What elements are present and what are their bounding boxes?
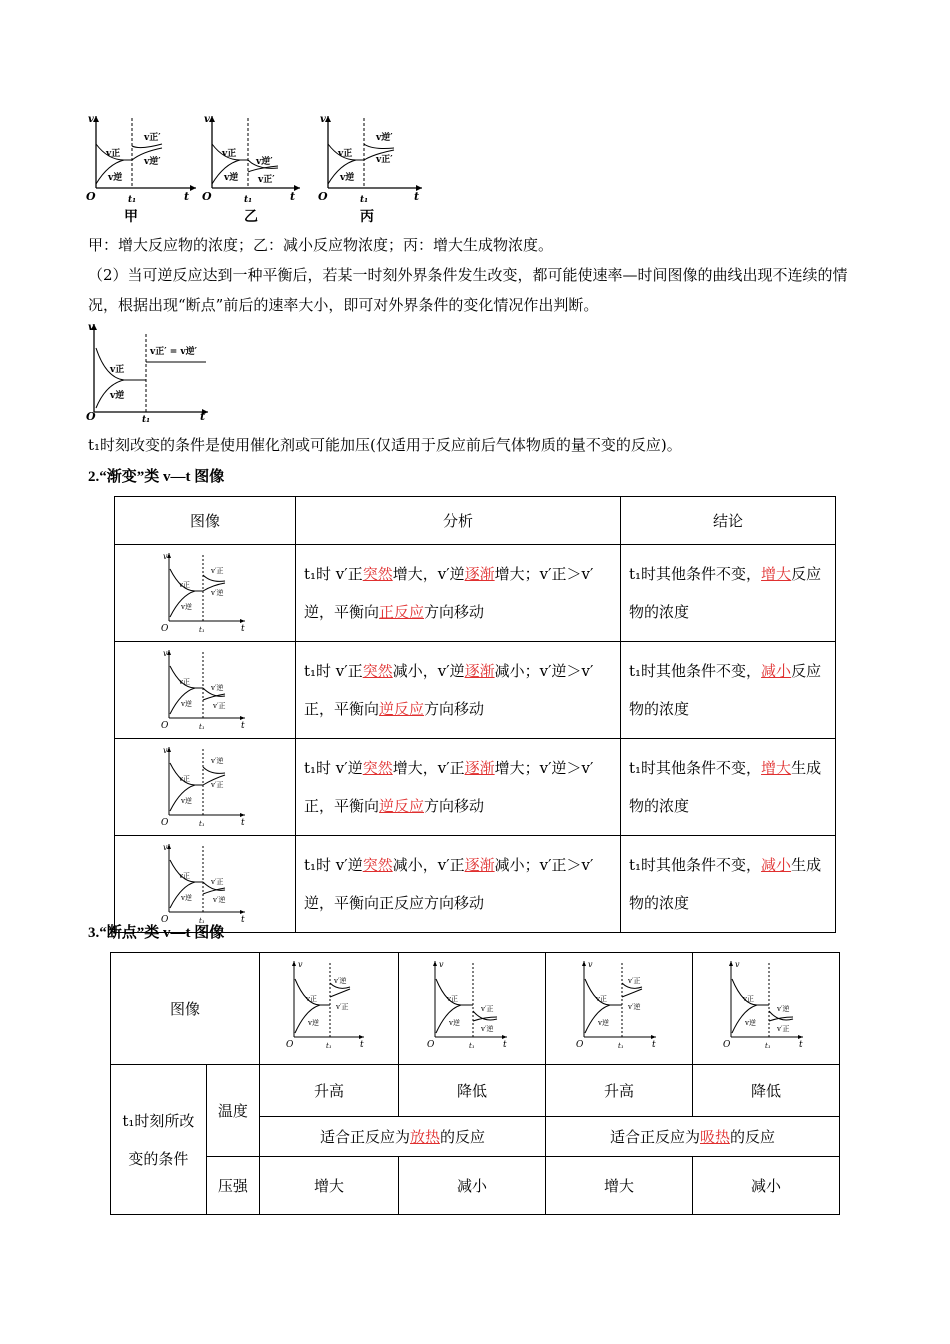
svg-text:v: v	[204, 114, 210, 125]
svg-text:v逆′: v逆′	[376, 133, 393, 143]
svg-text:v正: v正	[179, 678, 190, 686]
svg-text:v逆: v逆	[744, 1018, 756, 1027]
svg-text:v正: v正	[179, 872, 190, 880]
graph-catalyst	[84, 318, 214, 432]
svg-text:v正′: v正′	[144, 133, 161, 143]
svg-text:v逆: v逆	[108, 173, 123, 183]
svg-text:v′逆: v′逆	[211, 684, 224, 692]
svg-text:O: O	[722, 1039, 731, 1050]
col-header-analysis: 分析	[296, 497, 621, 545]
svg-text:t: t	[241, 915, 245, 925]
col-header-image: 图像	[115, 497, 296, 545]
heading-breakpoint: 3.“断点”类 v—t 图像	[88, 925, 225, 941]
press-val-2: 减小	[398, 1157, 545, 1215]
press-val-4: 减小	[692, 1157, 839, 1215]
svg-text:t₁: t₁	[764, 1041, 771, 1050]
table-row	[115, 545, 836, 642]
svg-text:v: v	[163, 649, 168, 658]
svg-text:v′正: v′正	[211, 781, 224, 789]
svg-text:O: O	[161, 624, 169, 634]
svg-text:v正′: v正′	[258, 175, 275, 185]
svg-text:t₁: t₁	[244, 195, 253, 205]
svg-text:t: t	[241, 624, 245, 634]
svg-text:v正: v正	[179, 775, 190, 783]
svg-text:v′逆: v′逆	[776, 1004, 790, 1013]
table-breakpoint	[110, 952, 840, 1215]
svg-text:v′正: v′正	[211, 567, 224, 575]
svg-text:v逆: v逆	[181, 797, 192, 805]
svg-text:t: t	[651, 1039, 656, 1050]
svg-text:t: t	[798, 1039, 803, 1050]
svg-text:v′正: v′正	[480, 1004, 494, 1013]
para-catalyst: t₁时刻改变的条件是使用催化剂或可能加压(仅适用于反应前后气体物质的量不变的反应)。	[88, 436, 682, 454]
table-gradual	[114, 496, 836, 933]
svg-text:v正: v正	[305, 994, 317, 1003]
bp-graph-1	[259, 953, 398, 1065]
svg-text:O: O	[161, 721, 169, 731]
graph-caption: 丙	[360, 210, 374, 225]
graph-caption: 乙	[244, 210, 258, 225]
svg-text:v′逆: v′逆	[211, 589, 224, 597]
svg-text:v正: v正	[179, 581, 190, 589]
svg-text:v正: v正	[595, 994, 607, 1003]
svg-text:v正: v正	[222, 149, 237, 159]
row-conclusion: t₁时其他条件不变，增大生成物的浓度	[621, 739, 836, 836]
svg-text:v: v	[88, 114, 94, 125]
svg-text:O: O	[86, 410, 96, 423]
svg-text:O: O	[285, 1039, 294, 1050]
svg-text:v: v	[163, 843, 168, 852]
svg-text:t: t	[414, 190, 420, 203]
svg-text:t₁: t₁	[360, 195, 369, 205]
svg-text:t₁: t₁	[199, 626, 205, 634]
graph-bing	[316, 108, 436, 228]
svg-text:O: O	[161, 818, 169, 828]
svg-text:t: t	[200, 410, 206, 423]
row-analysis: t₁时 v′正突然增大，v′逆逐渐增大；v′正＞v′逆，平衡向正反应方向移动	[296, 545, 621, 642]
svg-text:v逆: v逆	[110, 391, 125, 401]
svg-text:v: v	[438, 959, 444, 969]
svg-text:v正: v正	[110, 365, 125, 375]
svg-text:v′逆: v′逆	[627, 1002, 641, 1011]
svg-text:v: v	[587, 959, 593, 969]
svg-text:t₁: t₁	[617, 1041, 624, 1050]
temp-val-2: 降低	[398, 1065, 545, 1117]
svg-text:v正′ = v逆′: v正′ = v逆′	[150, 347, 198, 357]
svg-text:v逆: v逆	[181, 894, 192, 902]
svg-text:v′正: v′正	[627, 976, 641, 985]
svg-text:v逆: v逆	[448, 1018, 460, 1027]
svg-text:O: O	[202, 190, 212, 203]
svg-text:v逆: v逆	[340, 173, 355, 183]
press-val-1: 增大	[259, 1157, 398, 1215]
svg-text:t: t	[290, 190, 296, 203]
svg-text:t: t	[359, 1039, 364, 1050]
heat-endothermic: 适合正反应为吸热的反应	[545, 1117, 839, 1157]
svg-text:v′正: v′正	[335, 1002, 349, 1011]
para-discontinuity: （2）当可逆反应达到一种平衡后，若某一时刻外界条件发生改变，都可能使速率—时间图像的曲线出现不连续的情况，根据出现“断点”前后的速率大小，即可对外界条件的变化情况作出判断。	[88, 266, 848, 314]
table-row	[115, 642, 836, 739]
svg-text:t: t	[184, 190, 190, 203]
svg-text:v′正: v′正	[211, 878, 224, 886]
svg-text:v正: v正	[446, 994, 458, 1003]
row-conclusion: t₁时其他条件不变，减小反应物的浓度	[621, 642, 836, 739]
row-conclusion: t₁时其他条件不变，减小生成物的浓度	[621, 836, 836, 933]
svg-text:v逆: v逆	[181, 603, 192, 611]
temp-val-3: 升高	[545, 1065, 692, 1117]
svg-text:O: O	[426, 1039, 435, 1050]
svg-text:t₁: t₁	[468, 1041, 475, 1050]
graph-jia	[84, 108, 204, 228]
heat-exothermic: 适合正反应为放热的反应	[259, 1117, 545, 1157]
row-graph	[115, 739, 296, 836]
svg-text:v正′: v正′	[376, 155, 393, 165]
row-head-condition: t₁时刻所改变的条件	[111, 1065, 207, 1215]
svg-text:v: v	[297, 959, 303, 969]
svg-text:O: O	[575, 1039, 584, 1050]
svg-text:t₁: t₁	[128, 195, 137, 205]
bp-graph-4	[692, 953, 839, 1065]
svg-text:v′正: v′正	[213, 702, 226, 710]
svg-text:v逆: v逆	[307, 1018, 319, 1027]
svg-text:v′逆: v′逆	[480, 1024, 494, 1033]
svg-text:t₁: t₁	[199, 820, 205, 828]
bp-graph-2	[398, 953, 545, 1065]
svg-text:v正: v正	[106, 149, 121, 159]
label-temperature: 温度	[206, 1065, 259, 1157]
svg-text:v正: v正	[338, 149, 353, 159]
svg-text:t: t	[241, 721, 245, 731]
row-graph	[115, 545, 296, 642]
svg-text:v逆′: v逆′	[256, 157, 273, 167]
svg-text:v逆: v逆	[181, 700, 192, 708]
graph-caption: 甲	[124, 210, 138, 225]
bp-graph-3	[545, 953, 692, 1065]
svg-text:v逆: v逆	[224, 173, 239, 183]
svg-text:t₁: t₁	[142, 415, 151, 425]
svg-text:v: v	[88, 322, 94, 333]
image-label: 图像	[111, 953, 260, 1065]
svg-text:v正: v正	[742, 994, 754, 1003]
svg-text:v: v	[734, 959, 740, 969]
svg-text:O: O	[86, 190, 96, 203]
graph-yi	[200, 108, 320, 228]
row-analysis: t₁时 v′逆突然减小，v′正逐渐减小；v′正＞v′逆，平衡向正反应方向移动	[296, 836, 621, 933]
svg-text:v: v	[320, 114, 326, 125]
row-graph	[115, 642, 296, 739]
svg-text:O: O	[318, 190, 328, 203]
svg-text:v: v	[163, 746, 168, 755]
svg-text:v逆: v逆	[597, 1018, 609, 1027]
svg-text:v: v	[163, 552, 168, 561]
svg-text:v′逆: v′逆	[213, 896, 226, 904]
svg-text:t: t	[241, 818, 245, 828]
svg-text:v′逆: v′逆	[333, 976, 347, 985]
svg-text:t₁: t₁	[199, 917, 205, 925]
svg-text:v′正: v′正	[776, 1024, 790, 1033]
table-row	[115, 739, 836, 836]
temp-val-4: 降低	[692, 1065, 839, 1117]
label-pressure: 压强	[206, 1157, 259, 1215]
row-analysis: t₁时 v′逆突然增大，v′正逐渐增大；v′逆＞v′正，平衡向逆反应方向移动	[296, 739, 621, 836]
para-conc: 甲：增大反应物的浓度；乙：减小反应物浓度；丙：增大生成物浓度。	[88, 236, 554, 254]
svg-text:O: O	[161, 915, 169, 925]
press-val-3: 增大	[545, 1157, 692, 1215]
row-analysis: t₁时 v′正突然减小，v′逆逐渐减小；v′逆＞v′正，平衡向逆反应方向移动	[296, 642, 621, 739]
svg-text:v′逆: v′逆	[211, 757, 224, 765]
svg-text:t₁: t₁	[325, 1041, 332, 1050]
svg-text:t: t	[502, 1039, 507, 1050]
svg-text:t₁: t₁	[199, 723, 205, 731]
svg-text:v逆′: v逆′	[144, 157, 161, 167]
row-conclusion: t₁时其他条件不变，增大反应物的浓度	[621, 545, 836, 642]
temp-val-1: 升高	[259, 1065, 398, 1117]
col-header-conclusion: 结论	[621, 497, 836, 545]
heading-gradual: 2.“渐变”类 v—t 图像	[88, 469, 225, 485]
